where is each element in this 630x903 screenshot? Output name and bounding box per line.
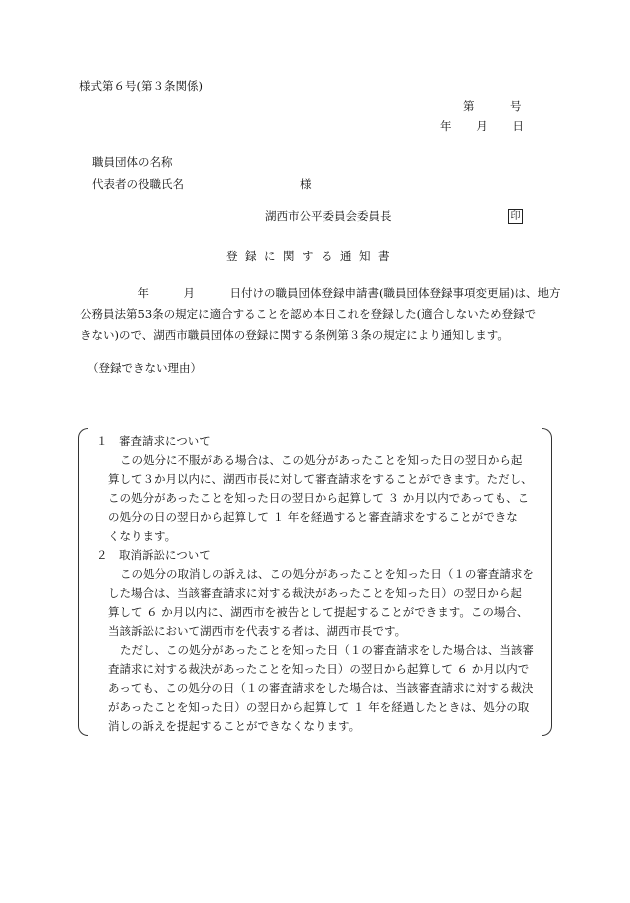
notice-line: 当該訴訟において湖西市を代表する者は、湖西市長です。 [108,624,407,638]
representative-label: 代表者の役職氏名 [92,177,184,191]
notice-line: の処分の日の翌日から起算して １ 年を経過すると審査請求をすることができな [108,510,518,524]
number-dai: 第 [463,99,475,113]
notice-line: ただし、この処分があったことを知った日（１の審査請求をした場合は、当該審 [120,643,534,657]
form-number: 様式第６号(第３条関係) [79,79,203,93]
notice-line: 査請求に対する裁決があったことを知った日）の翌日から起算して ６ か月以内で [108,662,530,676]
notice-line: 算して３か月以内に、湖西市長に対して審査請求をすることができます。ただし、 [108,472,533,486]
org-name-label: 職員団体の名称 [92,155,173,169]
body-line: 年 月 日付けの職員団体登録申請書(職員団体登録事項変更届)は、地方 [80,286,561,300]
bracket-right [542,428,552,736]
seal-stamp: 印 [508,209,523,224]
number-go: 号 [510,99,522,113]
notice-content [96,432,542,736]
document-title: 登録に関する通知書 [226,249,397,263]
reason-label: （登録できない理由） [87,361,202,375]
notice-line: この処分に不服がある場合は、この処分があったことを知った日の翌日から起 [120,453,523,467]
date-row [440,121,524,133]
issuer-name: 湖西市公平委員会委員長 [265,209,392,223]
notice-line: この処分の取消しの訴えは、この処分があったことを知った日（１の審査請求を [120,567,534,581]
section-heading: １ 審査請求について [96,434,211,448]
date-day: 日 [512,119,524,133]
bracket-left [78,428,88,736]
notice-line: があったことを知った日）の翌日から起算して １ 年を経過したときは、処分の取 [108,700,530,714]
notice-line: くなります。 [108,529,177,543]
body-text [80,283,561,346]
notice-line: あっても、この処分の日（１の審査請求をした場合は、当該審査請求に対する裁決 [108,681,534,695]
body-line: 公務員法第53条の規定に適合することを認め本日これを登録した(適合しないため登録で [80,307,537,321]
notice-line: 算して ６ か月以内に、湖西市を被告として提起することができます。この場合、 [108,605,529,619]
date-year: 年 [440,119,452,133]
appeal-notice-box [78,428,552,736]
body-line: きない)ので、湖西市職員団体の登録に関する条例第３条の規定により通知します。 [80,328,509,342]
notice-line: この処分があったことを知った日の翌日から起算して ３ か月以内であっても、こ [108,491,530,505]
notice-line: 消しの訴えを提起することができなくなります。 [108,719,361,733]
notice-line: した場合は、当該審査請求に対する裁決があったことを知った日）の翌日から起 [108,586,522,600]
date-month: 月 [476,119,488,133]
section-heading: ２ 取消訴訟について [96,548,211,562]
honorific: 様 [300,177,312,191]
